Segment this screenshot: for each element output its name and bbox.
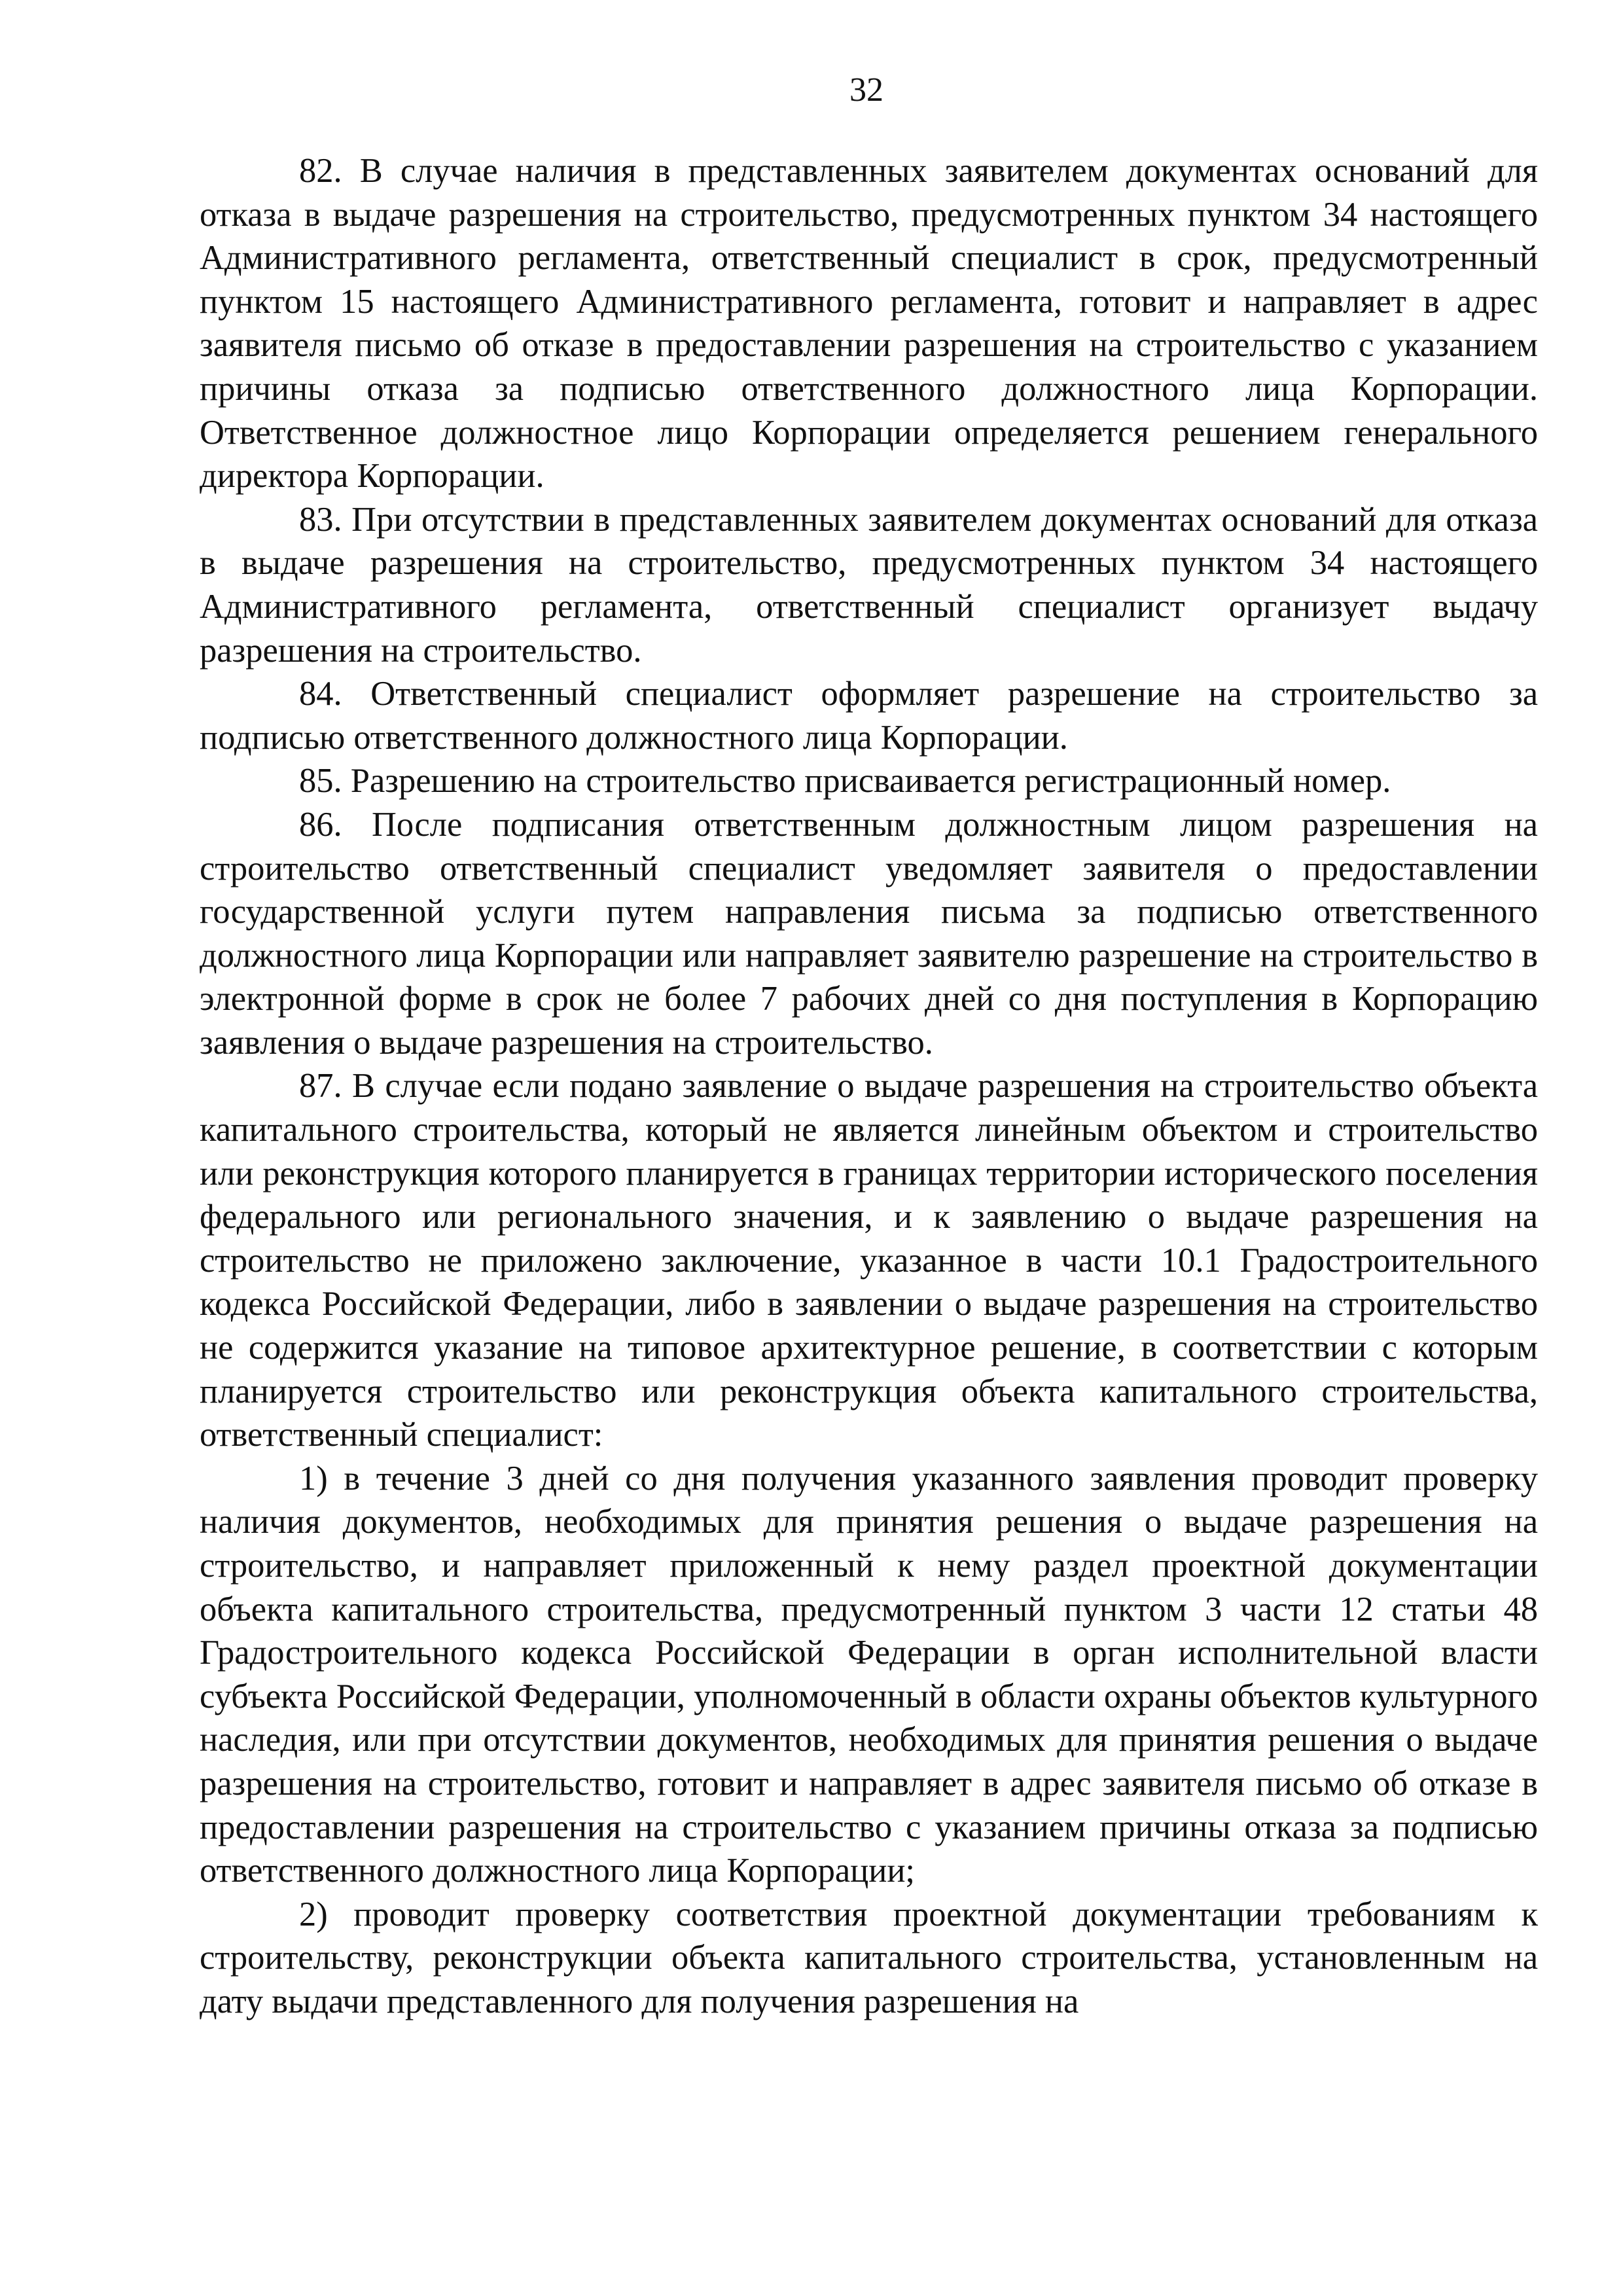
paragraph-82: 82. В случае наличия в представленных заявителем документах оснований для отказа в выдаче разрешения на строительство, предусмотренных пунктом 34 настоящего Административного регламента, ответственный специалист в срок, предусмотренный пунктом 15 настоящего Административного регламента, готовит и направляет в адрес заявителя письмо об отказе в предоставлении разрешения на строительство с указанием причины отказа за подписью ответственного должностного лица Корпорации. Ответственное должностное лицо Корпорации определяется решением генерального директора Корпорации. — [200, 152, 1538, 495]
document-body — [200, 149, 1538, 2024]
paragraph-84: 84. Ответственный специалист оформляет разрешение на строительство за подписью ответственного должностного лица Корпорации. — [200, 675, 1538, 757]
paragraph-83: 83. При отсутствии в представленных заявителем документах оснований для отказа в выдаче разрешения на строительство, предусмотренных пунктом 34 настоящего Административного регламента, ответственный специалист организует выдачу разрешения на строительство. — [200, 500, 1538, 670]
paragraph-85: 85. Разрешению на строительство присваивается регистрационный номер. — [299, 762, 1391, 800]
paragraph-86: 86. После подписания ответственным должностным лицом разрешения на строительство ответственный специалист уведомляет заявителя о предоставлении государственной услуги путем направления письма за подписью ответственного должностного лица Корпорации или направляет заявителю разрешение на строительство в электронной форме в срок не более 7 рабочих дней со дня поступления в Корпорацию заявления о выдаче разрешения на строительство. — [200, 805, 1538, 1062]
paragraph-87-item-1: 1) в течение 3 дней со дня получения указанного заявления проводит проверку наличия документов, необходимых для принятия решения о выдаче разрешения на строительство, и направляет приложенный к нему раздел проектной документации объекта капитального строительства, предусмотренный пунктом 3 части 12 статьи 48 Градостроительного кодекса Российской Федерации в орган исполнительной власти субъекта Российской Федерации, уполномоченный в области охраны объектов культурного наследия, или при отсутствии документов, необходимых для принятия решения о выдаче разрешения на строительство, готовит и направляет в адрес заявителя письмо об отказе в предоставлении разрешения на строительство с указанием причины отказа за подписью ответственного должностного лица Корпорации; — [200, 1459, 1538, 1890]
paragraph-87-item-2: 2) проводит проверку соответствия проектной документации требованиям к строительству, реконструкции объекта капитального строительства, установленным на дату выдачи представленного для получения разрешения на — [200, 1895, 1538, 2020]
page-number: 32 — [849, 71, 883, 109]
paragraph-87: 87. В случае если подано заявление о выдаче разрешения на строительство объекта капитального строительства, который не является линейным объектом и строительство или реконструкция которого планируется в границах территории исторического поселения федерального или регионального значения, и к заявлению о выдаче разрешения на строительство не приложено заключение, указанное в части 10.1 Градостроительного кодекса Российской Федерации, либо в заявлении о выдаче разрешения на строительство не содержится указание на типовое архитектурное решение, в соответствии с которым планируется строительство или реконструкция объекта капитального строительства, ответственный специалист: — [200, 1067, 1538, 1454]
